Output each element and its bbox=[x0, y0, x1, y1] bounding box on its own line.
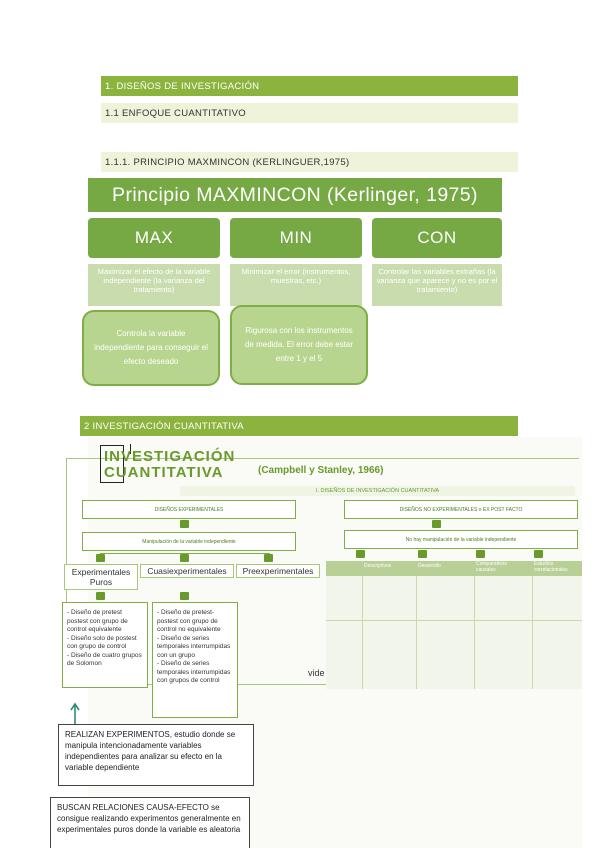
manipulation-box: Manipulación de la variable independiente bbox=[82, 532, 296, 551]
table-divider bbox=[416, 576, 417, 689]
cuantitativa-title-line1: INVESTIGACIÓN bbox=[104, 448, 236, 465]
heading-1-1-text: 1.1 ENFOQUE CUANTITATIVO bbox=[105, 107, 246, 119]
min-header: MIN bbox=[230, 218, 362, 258]
maxmincon-title: Principio MAXMINCON (Kerlinger, 1975) bbox=[88, 178, 502, 212]
cuasiexperimentales-list bbox=[152, 602, 238, 718]
max-description: Maximizar el efecto de la variable independiente (la varianza del tratamiento) bbox=[88, 264, 220, 306]
table-header: Desarrollo bbox=[418, 563, 441, 569]
up-arrow-icon bbox=[70, 702, 80, 724]
cuantitativa-title-line2: CUANTITATIVA bbox=[104, 464, 224, 481]
max-detail-box: Controla la variable independiente para conseguir el efecto deseado bbox=[82, 310, 220, 386]
non-experimental-box: DISEÑOS NO EXPERIMENTALES o EX POST FACTO bbox=[344, 500, 578, 519]
table-divider bbox=[326, 620, 582, 621]
arrow-chip bbox=[180, 520, 189, 528]
table-divider bbox=[532, 576, 533, 689]
list-item: - Diseño de series temporales interrumpidas con un grupo bbox=[157, 634, 231, 659]
table-header: Estudios correlacionales bbox=[534, 561, 568, 573]
heading-1-1 bbox=[101, 103, 518, 123]
arrow-chip bbox=[96, 592, 105, 600]
note-relaciones-causa-efecto: BUSCAN RELACIONES CAUSA-EFECTO se consigue realizando experimentos generalmente en experimentales puros donde la variable es aleatoria bbox=[50, 797, 250, 848]
non-experimental-table bbox=[326, 561, 582, 689]
list-item: - Diseño solo de postest con grupo de control bbox=[67, 634, 137, 650]
con-header: CON bbox=[372, 218, 502, 258]
arrow-chip bbox=[356, 550, 365, 558]
heading-1-1-1-text: 1.1.1. PRINCIPIO MAXMINCON (KERLINGUER,1975) bbox=[105, 156, 350, 168]
heading-2 bbox=[80, 416, 518, 436]
type-preexperimentales: Preexperimentales bbox=[236, 564, 320, 578]
heading-1-text: 1. DISEÑOS DE INVESTIGACIÓN bbox=[105, 80, 260, 92]
table-header: Descriptivos bbox=[364, 563, 392, 569]
min-detail-box: Rigurosa con los instrumentos de medida. El error debe estar entre 1 y el 5 bbox=[230, 305, 368, 385]
list-item: - Diseño de cuatro grupos de Solomon bbox=[67, 651, 142, 667]
arrow-chip bbox=[534, 550, 543, 558]
list-item: - Diseño de series temporales interrumpidas con grupos de control bbox=[157, 660, 231, 684]
min-description: Minimizar el error (instrumentos, muestras, etc.) bbox=[230, 264, 362, 306]
cuantitativa-subtitle: (Campbell y Stanley, 1966) bbox=[258, 465, 384, 476]
table-header: Comparativos causales bbox=[476, 561, 507, 573]
arrow-chip bbox=[264, 554, 273, 562]
list-item: - Diseño de pretest postest con grupo de control equivalente bbox=[67, 609, 128, 633]
table-divider bbox=[474, 576, 475, 689]
heading-1 bbox=[101, 76, 518, 96]
cuantitativa-title bbox=[104, 449, 235, 481]
arrow-chip bbox=[418, 550, 427, 558]
heading-2-text: 2 INVESTIGACIÓN CUANTITATIVA bbox=[84, 420, 244, 432]
arrow-chip bbox=[432, 520, 441, 528]
no-manipulation-box: No hay manipulación de la variable independiente bbox=[344, 530, 578, 549]
experimentales-puros-list bbox=[62, 602, 148, 688]
experimental-box: DISEÑOS EXPERIMENTALES bbox=[82, 500, 296, 519]
type-experimentales-puros: Experimentales Puros bbox=[64, 564, 138, 590]
arrow-chip bbox=[180, 554, 189, 562]
cuantitativa-banner: I. DISEÑOS DE INVESTIGACIÓN CUANTITATIVA bbox=[180, 486, 575, 496]
arrow-chip bbox=[96, 554, 105, 562]
arrow-chip bbox=[180, 592, 189, 600]
con-description: Controlar las variables extrañas (la varianza que aparece y no es por el tratamiento) bbox=[372, 264, 502, 306]
table-divider bbox=[362, 576, 363, 689]
stray-text: vide bbox=[308, 668, 325, 678]
list-item: - Diseño de pretest-postest con grupo de control no equivalente bbox=[157, 609, 221, 633]
arrow-chip bbox=[476, 550, 485, 558]
heading-1-1-1 bbox=[101, 152, 518, 172]
type-cuasiexperimentales: Cuasiexperimentales bbox=[140, 564, 234, 578]
note-realizan-experimentos: REALIZAN EXPERIMENTOS, estudio donde se manipula intencionadamente variables independientes para analizar su efecto en la variable dependiente bbox=[58, 724, 254, 786]
max-header: MAX bbox=[88, 218, 220, 258]
